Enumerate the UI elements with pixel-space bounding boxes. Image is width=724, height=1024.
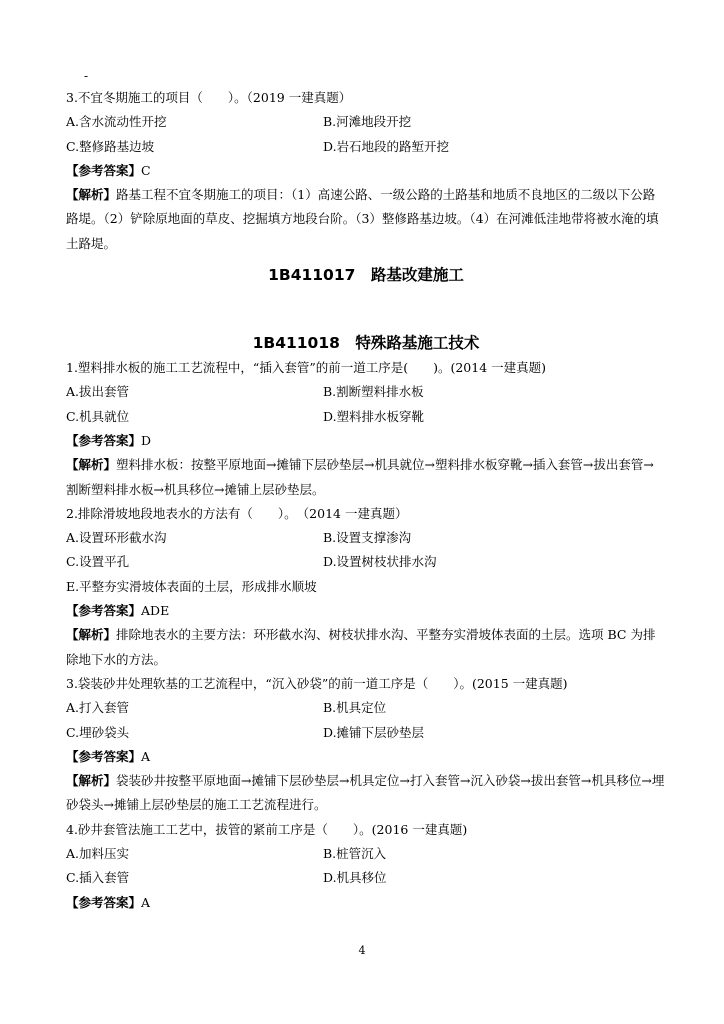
analysis-label: 【解析】 xyxy=(66,457,117,473)
answer-label: 【参考答案】 xyxy=(66,432,142,448)
question-stem: 3.不宜冬期施工的项目（ ）。（2019 一建真题） xyxy=(66,90,352,105)
answer-value: C xyxy=(141,162,151,178)
option: A.打入套管 xyxy=(66,700,130,716)
analysis-label: 【解析】 xyxy=(66,187,117,203)
answer-value: ADE xyxy=(141,603,170,619)
answer-value: A xyxy=(141,894,151,910)
answer-line xyxy=(66,891,666,915)
question-stem: 2.排除滑坡地段地表水的方法有（ ）。 （2014 一建真题） xyxy=(66,505,408,521)
option-row xyxy=(66,526,666,550)
analysis-text: 排除地表水的主要方法：环形截水沟、树枝状排水沟、平整夯实滑坡体表面的土层。选项 BC 为排除地下水的方法。 xyxy=(66,627,656,667)
option-row xyxy=(66,405,666,429)
section-heading: 1B411018 特殊路基施工技术 xyxy=(252,334,480,353)
analysis-paragraph xyxy=(66,183,666,256)
option: D.岩石地段的路堑开挖 xyxy=(323,138,450,154)
answer-label: 【参考答案】 xyxy=(66,894,142,910)
answer-line xyxy=(66,159,666,183)
option: A.拔出套管 xyxy=(66,384,130,400)
option-row xyxy=(66,696,666,720)
question-stem: 1.塑料排水板的施工工艺流程中，“插入套管”的前一道工序是( )。(2014 一建真题) xyxy=(66,360,547,376)
option: C.整修路基边坡 xyxy=(66,138,155,154)
answer-label: 【参考答案】 xyxy=(66,603,142,619)
option-row xyxy=(66,721,666,745)
option: B.桩管沉入 xyxy=(323,846,387,862)
analysis-text: 路基工程不宜冬期施工的项目：（1）高速公路、一级公路的土路基和地质不良地区的二级以下公路路堤。（2）铲除原地面的草皮、挖掘填方地段台阶。（3）整修路基边坡。（4）在河滩低洼地带将被水淹的填土路堤。 xyxy=(66,187,659,251)
option-row xyxy=(66,550,666,574)
answer-line xyxy=(66,429,666,453)
option-row xyxy=(66,110,666,134)
answer-value: A xyxy=(141,748,151,764)
option-row xyxy=(66,842,666,866)
option: B.割断塑料排水板 xyxy=(323,384,424,400)
option: D.摊铺下层砂垫层 xyxy=(323,724,425,740)
option: C.机具就位 xyxy=(66,408,130,424)
analysis-paragraph xyxy=(66,453,666,502)
option: B.河滩地段开挖 xyxy=(323,114,412,130)
question-stem: 4.砂井套管法施工工艺中，拔管的紧前工序是（ ）。(2016 一建真题) xyxy=(66,821,468,837)
option: C.埋砂袋头 xyxy=(66,724,130,740)
analysis-paragraph xyxy=(66,769,666,818)
page-number: 4 xyxy=(358,944,366,957)
analysis-text: 塑料排水板：按整平原地面→摊铺下层砂垫层→机具就位→塑料排水板穿靴→插入套管→拔出套管→割断塑料排水板→机具移位→摊铺上层砂垫层。 xyxy=(66,457,654,497)
answer-line xyxy=(66,599,666,623)
option: D.机具移位 xyxy=(323,870,387,886)
section-heading: 1B411017 路基改建施工 xyxy=(268,266,464,285)
option: A.含水流动性开挖 xyxy=(66,114,167,130)
answer-line xyxy=(66,745,666,769)
option: D.塑料排水板穿靴 xyxy=(323,408,425,424)
option: B.机具定位 xyxy=(323,700,387,716)
analysis-paragraph xyxy=(66,623,666,672)
analysis-label: 【解析】 xyxy=(66,773,117,789)
answer-value: D xyxy=(141,432,152,448)
option: C.设置平孔 xyxy=(66,554,130,570)
answer-label: 【参考答案】 xyxy=(66,162,142,178)
question-stem: 3.袋装砂井处理软基的工艺流程中，“沉入砂袋”的前一道工序是（ ）。(2015 一建真题) xyxy=(66,675,568,691)
stray-mark: - xyxy=(84,69,89,83)
option: C.插入套管 xyxy=(66,870,130,886)
page-content xyxy=(66,86,666,915)
option-row xyxy=(66,380,666,404)
analysis-label: 【解析】 xyxy=(66,627,117,643)
answer-label: 【参考答案】 xyxy=(66,748,142,764)
option: B.设置支撑渗沟 xyxy=(323,530,412,546)
option-extra: E.平整夯实滑坡体表面的土层，形成排水顺坡 xyxy=(66,578,317,594)
analysis-text: 袋装砂井按整平原地面→摊铺下层砂垫层→机具定位→打入套管→沉入砂袋→拔出套管→机具移位→埋砂袋头→摊铺上层砂垫层的施工工艺流程进行。 xyxy=(66,773,665,813)
option: A.加料压实 xyxy=(66,846,130,862)
option-row xyxy=(66,866,666,890)
option: A.设置环形截水沟 xyxy=(66,530,167,546)
option: D.设置树枝状排水沟 xyxy=(323,554,437,570)
option-row xyxy=(66,135,666,159)
